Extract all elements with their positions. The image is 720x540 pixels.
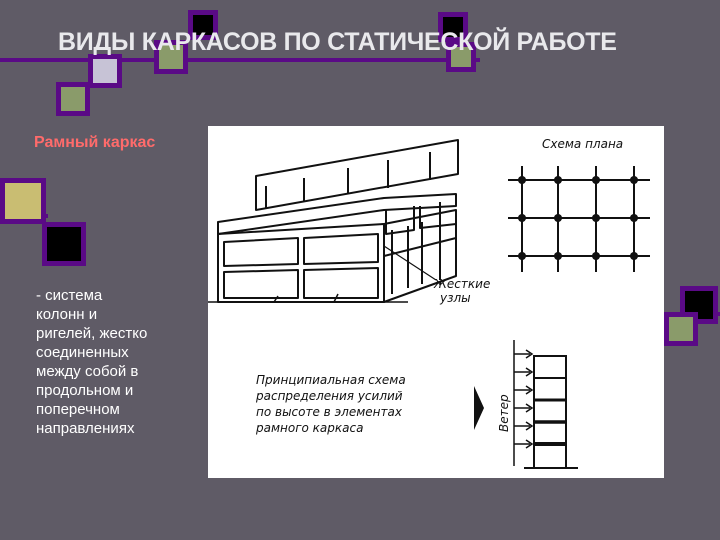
plan-label: Схема плана xyxy=(542,137,624,151)
scheme-text-line: распределения усилий xyxy=(256,389,403,403)
rigid-nodes-label: Жесткие xyxy=(434,277,491,291)
drawing-svg xyxy=(208,126,664,478)
scheme-text-line: рамного каркаса xyxy=(256,421,364,435)
decor-square-olive-left xyxy=(56,82,90,116)
description-line: колонн и xyxy=(36,306,98,323)
decor-square-lilac xyxy=(88,54,122,88)
description-line: поперечном xyxy=(36,401,120,418)
plan-grid xyxy=(508,166,650,272)
decor-square-khaki xyxy=(0,178,46,224)
wind-arrow-icon xyxy=(474,386,484,430)
slide-title: ВИДЫ КАРКАСОВ ПО СТАТИЧЕСКОЙ РАБОТЕ xyxy=(58,28,617,56)
scheme-text-line: по высоте в элементах xyxy=(256,405,402,419)
scheme-text-line: Принципиальная схема xyxy=(256,373,406,387)
force-scheme xyxy=(514,340,578,468)
frame-back-upper xyxy=(256,140,458,210)
decor-line-top xyxy=(0,58,480,62)
description-text xyxy=(36,286,186,438)
description-line: - система xyxy=(36,287,103,304)
description-line: ригелей, жестко xyxy=(36,325,148,342)
slide-subtitle: Рамный каркас xyxy=(34,134,156,151)
description-line: между собой в xyxy=(36,363,139,380)
wind-label: Ветер xyxy=(497,394,511,432)
rigid-nodes-label: узлы xyxy=(440,291,471,305)
decor-square-black-left xyxy=(42,222,86,266)
description-line: продольном и xyxy=(36,382,134,399)
frame-structure-drawing xyxy=(208,126,664,478)
description-line: направлениях xyxy=(36,420,135,437)
description-line: соединенных xyxy=(36,344,129,361)
decor-square-olive-far-right xyxy=(664,312,698,346)
